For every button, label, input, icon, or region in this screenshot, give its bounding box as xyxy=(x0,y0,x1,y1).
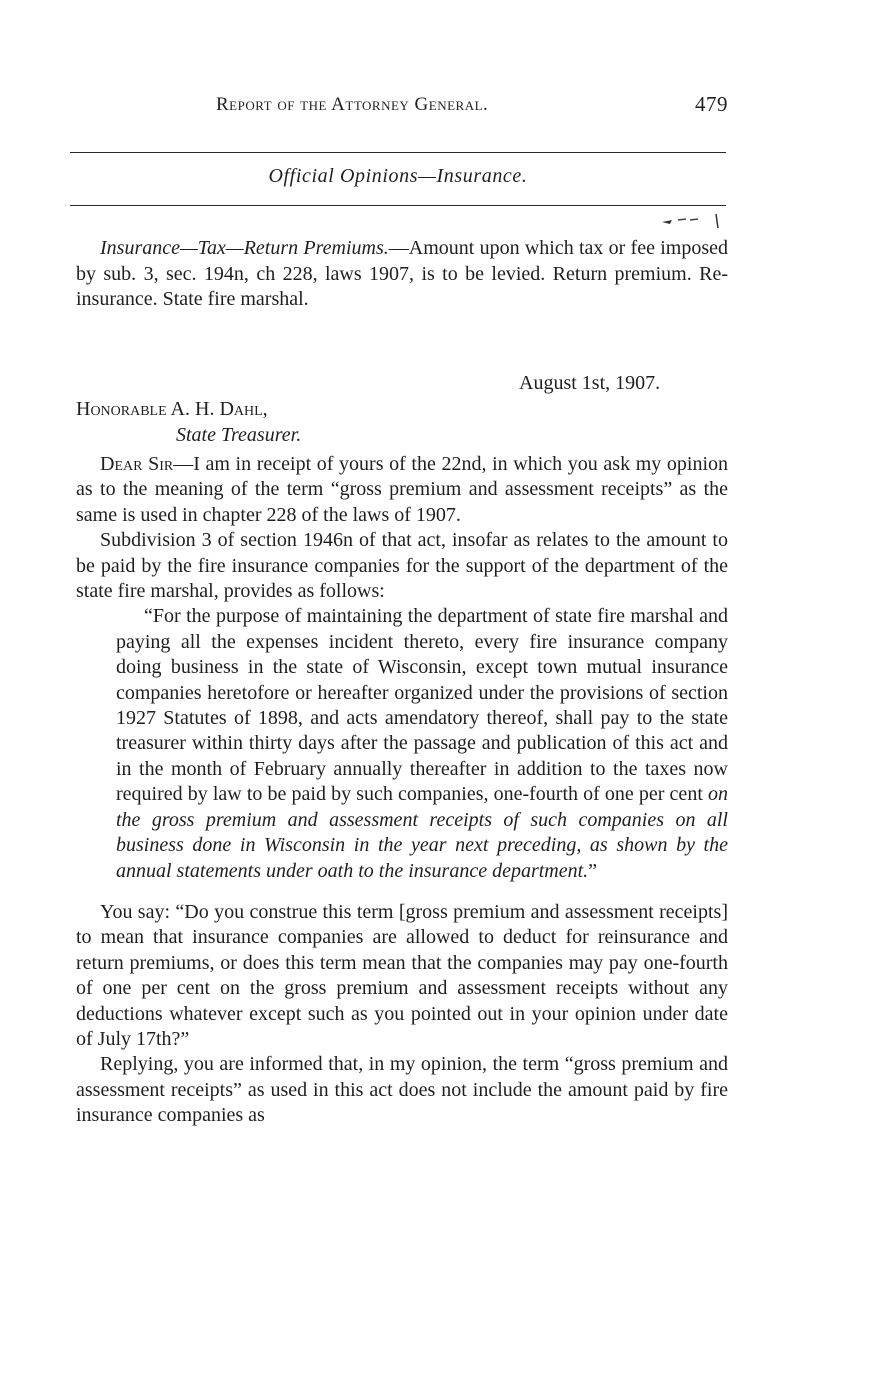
running-title: Report of the Attorney General. xyxy=(216,94,489,115)
letter-date: August 1st, 1907. xyxy=(519,372,661,394)
statute-intro-paragraph: Subdivision 3 of section 1946n of that act, insofar as relates to the amount to be paid by the fire insurance companies for the support of the department of the state fire marshal, provides as follows: xyxy=(76,529,728,603)
addressee-name: Honorable A. H. Dahl, xyxy=(76,398,268,420)
printer-mark xyxy=(660,212,722,235)
section-heading: Official Opinions—Insurance. xyxy=(268,165,528,187)
quote-plain-text: “For the purpose of maintaining the department of state fire marshal and paying all the expenses incident thereto, every fire insurance company doing business in the state of Wisconsin, except town mutual insurance companies heretofore or hereafter organized under the provisions of section 1927 Statutes of 1898, and acts amendatory thereof, shall pay to the state treasurer within thirty days after the passage and publication of this act and in the month of February annually thereafter in addition to the taxes now required by law to be paid by such companies, one-fourth of one per cent xyxy=(116,605,728,806)
quote-close: ” xyxy=(588,859,598,882)
bottom-rule xyxy=(70,205,726,206)
question-paragraph: You say: “Do you construe this term [gross premium and assessment receipts] to mean that insurance companies are allowed to deduct for reinsurance and return premiums, or does this term mean that the companies may pay one-fourth of one per cent on the gross premium and assessment receipts without any deductions whatever except such as you pointed out in your opinion under date of July 17th?” xyxy=(76,900,728,1050)
addressee-block xyxy=(76,397,301,448)
quote-italic-text: on the gross premium and assessment receipts of such companies on all business done in Wisconsin in the year next preceding, as shown by the annual statements under oath to the insurance department. xyxy=(116,783,728,882)
paragraph-gap xyxy=(76,884,728,900)
opening-text: —I am in receipt of yours of the 22nd, in which you ask my opinion as to the meaning of the term “gross premium and assessment receipts” as the same is used in chapter 228 of the laws of 1907. xyxy=(76,453,728,526)
running-header xyxy=(76,92,728,122)
syllabus xyxy=(76,236,728,313)
page-number: 479 xyxy=(695,92,728,116)
syllabus-heading: Insurance—Tax—Return Premiums. xyxy=(100,237,389,259)
statute-quote xyxy=(116,604,728,883)
top-rule xyxy=(70,152,726,153)
reply-paragraph: Replying, you are informed that, in my opinion, the term “gross premium and assessment receipts” as used in this act does not include the amount paid by fire insurance companies as xyxy=(76,1053,728,1127)
syllabus-text: —Amount upon which tax or fee imposed by sub. 3, sec. 194n, ch 228, laws 1907, is to be levied. Return premium. Re-insurance. State fire marshal. xyxy=(76,237,728,310)
opening-paragraph xyxy=(76,452,728,528)
salutation: Dear Sir xyxy=(100,453,174,475)
addressee-title: State Treasurer. xyxy=(176,423,302,446)
letter-body xyxy=(76,452,728,1129)
